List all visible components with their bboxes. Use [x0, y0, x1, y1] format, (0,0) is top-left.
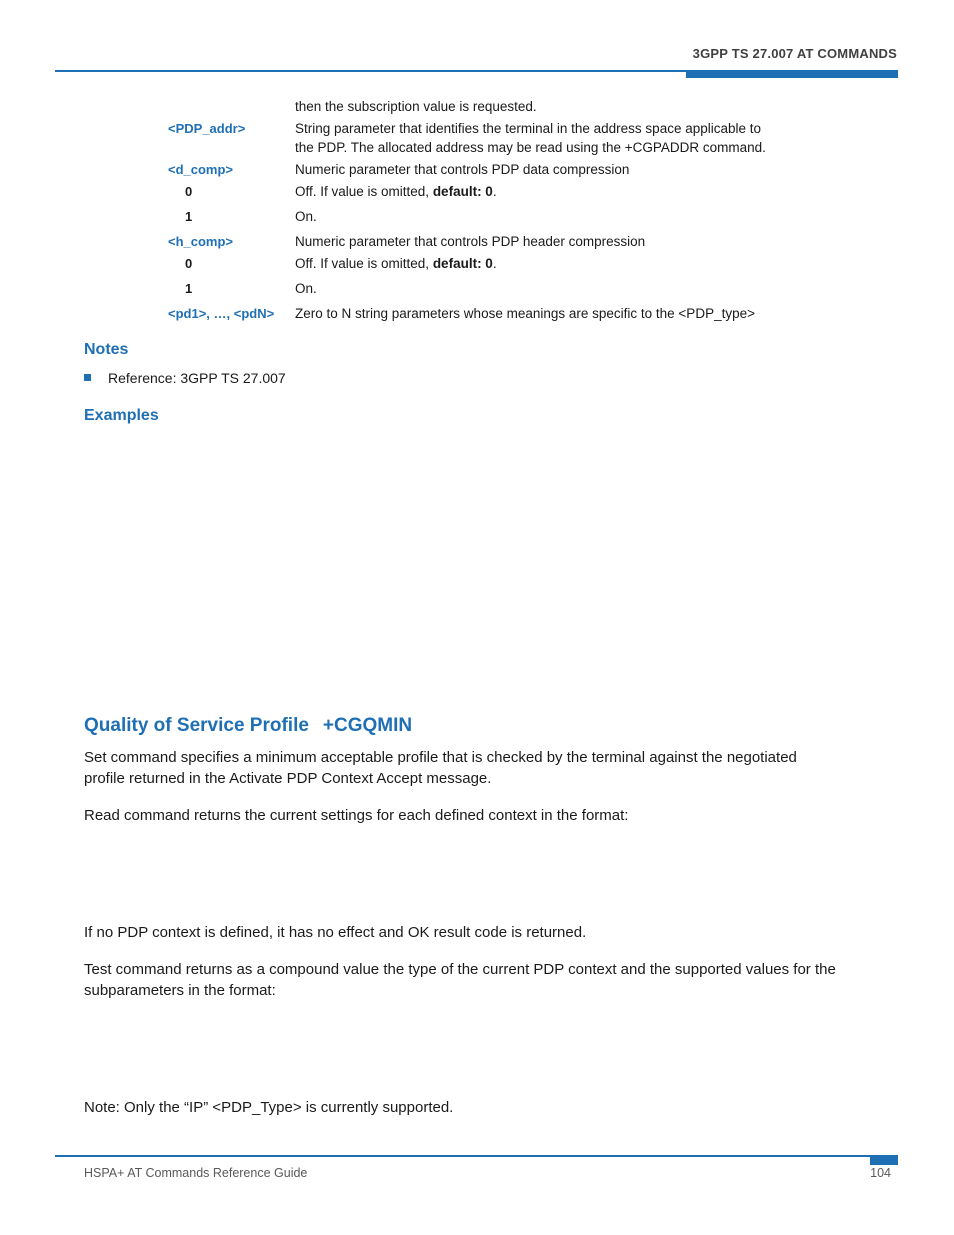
- notes-heading: Notes: [84, 341, 129, 358]
- param-value-end: .: [492, 256, 497, 271]
- paragraph-line: Test command returns as a compound value the type of the current PDP context and the supported values for the: [84, 961, 836, 978]
- header-tab-bar: [686, 70, 898, 78]
- paragraph-note: Note: Only the “IP” <PDP_Type> is currently supported.: [84, 1099, 454, 1116]
- param-name: <d_comp>: [168, 162, 234, 177]
- paragraph-read-command: Read command returns the current settings for each defined context in the format:: [84, 807, 629, 824]
- param-value-desc: On.: [295, 281, 317, 296]
- param-desc: Zero to N string parameters whose meanings are specific to the <PDP_type>: [295, 306, 755, 321]
- param-desc: [295, 119, 815, 157]
- square-bullet-icon: [84, 374, 91, 381]
- paragraph-no-context: If no PDP context is defined, it has no effect and OK result code is returned.: [84, 924, 587, 941]
- param-value: 0: [185, 256, 193, 271]
- param-value-desc: [295, 182, 815, 201]
- examples-heading: Examples: [84, 407, 159, 424]
- page-number: 104: [870, 1166, 891, 1180]
- paragraph-set-command: [84, 747, 884, 789]
- param-name: <h_comp>: [168, 234, 234, 249]
- param-value: 1: [185, 281, 193, 296]
- param-desc-line: String parameter that identifies the terminal in the address space applicable to: [295, 121, 762, 136]
- header-title: 3GPP TS 27.007 AT COMMANDS: [692, 46, 897, 61]
- param-value-end: .: [492, 184, 497, 199]
- section-title: [84, 715, 412, 737]
- footer-doc-title: HSPA+ AT Commands Reference Guide: [84, 1166, 308, 1180]
- param-desc: Numeric parameter that controls PDP data compression: [295, 162, 630, 177]
- param-value-desc: [295, 254, 815, 273]
- param-name: <PDP_addr>: [168, 121, 246, 136]
- param-value: 0: [185, 184, 193, 199]
- param-value-text: Off. If value is omitted,: [295, 256, 433, 271]
- notes-item-text: Reference: 3GPP TS 27.007: [108, 370, 286, 386]
- param-name: <pd1>, …, <pdN>: [168, 306, 275, 321]
- param-value-text: Off. If value is omitted,: [295, 184, 433, 199]
- notes-list-item: [84, 370, 286, 386]
- paragraph-line: profile returned in the Activate PDP Context Accept message.: [84, 770, 492, 787]
- section-command: +CGQMIN: [322, 715, 413, 736]
- param-value-desc: On.: [295, 209, 317, 224]
- param-desc: Numeric parameter that controls PDP header compression: [295, 234, 646, 249]
- paragraph-test-command: [84, 959, 884, 1001]
- param-default: default: 0: [432, 184, 493, 199]
- paragraph-line: subparameters in the format:: [84, 982, 276, 999]
- footer-rule: [55, 1155, 898, 1157]
- param-value: 1: [185, 209, 193, 224]
- footer-tab-bar: [870, 1155, 898, 1165]
- param-default: default: 0: [432, 256, 493, 271]
- paragraph-line: Set command specifies a minimum acceptable profile that is checked by the terminal against the negotiated: [84, 749, 797, 766]
- param-desc-line: the PDP. The allocated address may be read using the +CGPADDR command.: [295, 140, 766, 155]
- param-desc: then the subscription value is requested.: [295, 99, 537, 114]
- section-title-text: Quality of Service Profile: [84, 715, 309, 736]
